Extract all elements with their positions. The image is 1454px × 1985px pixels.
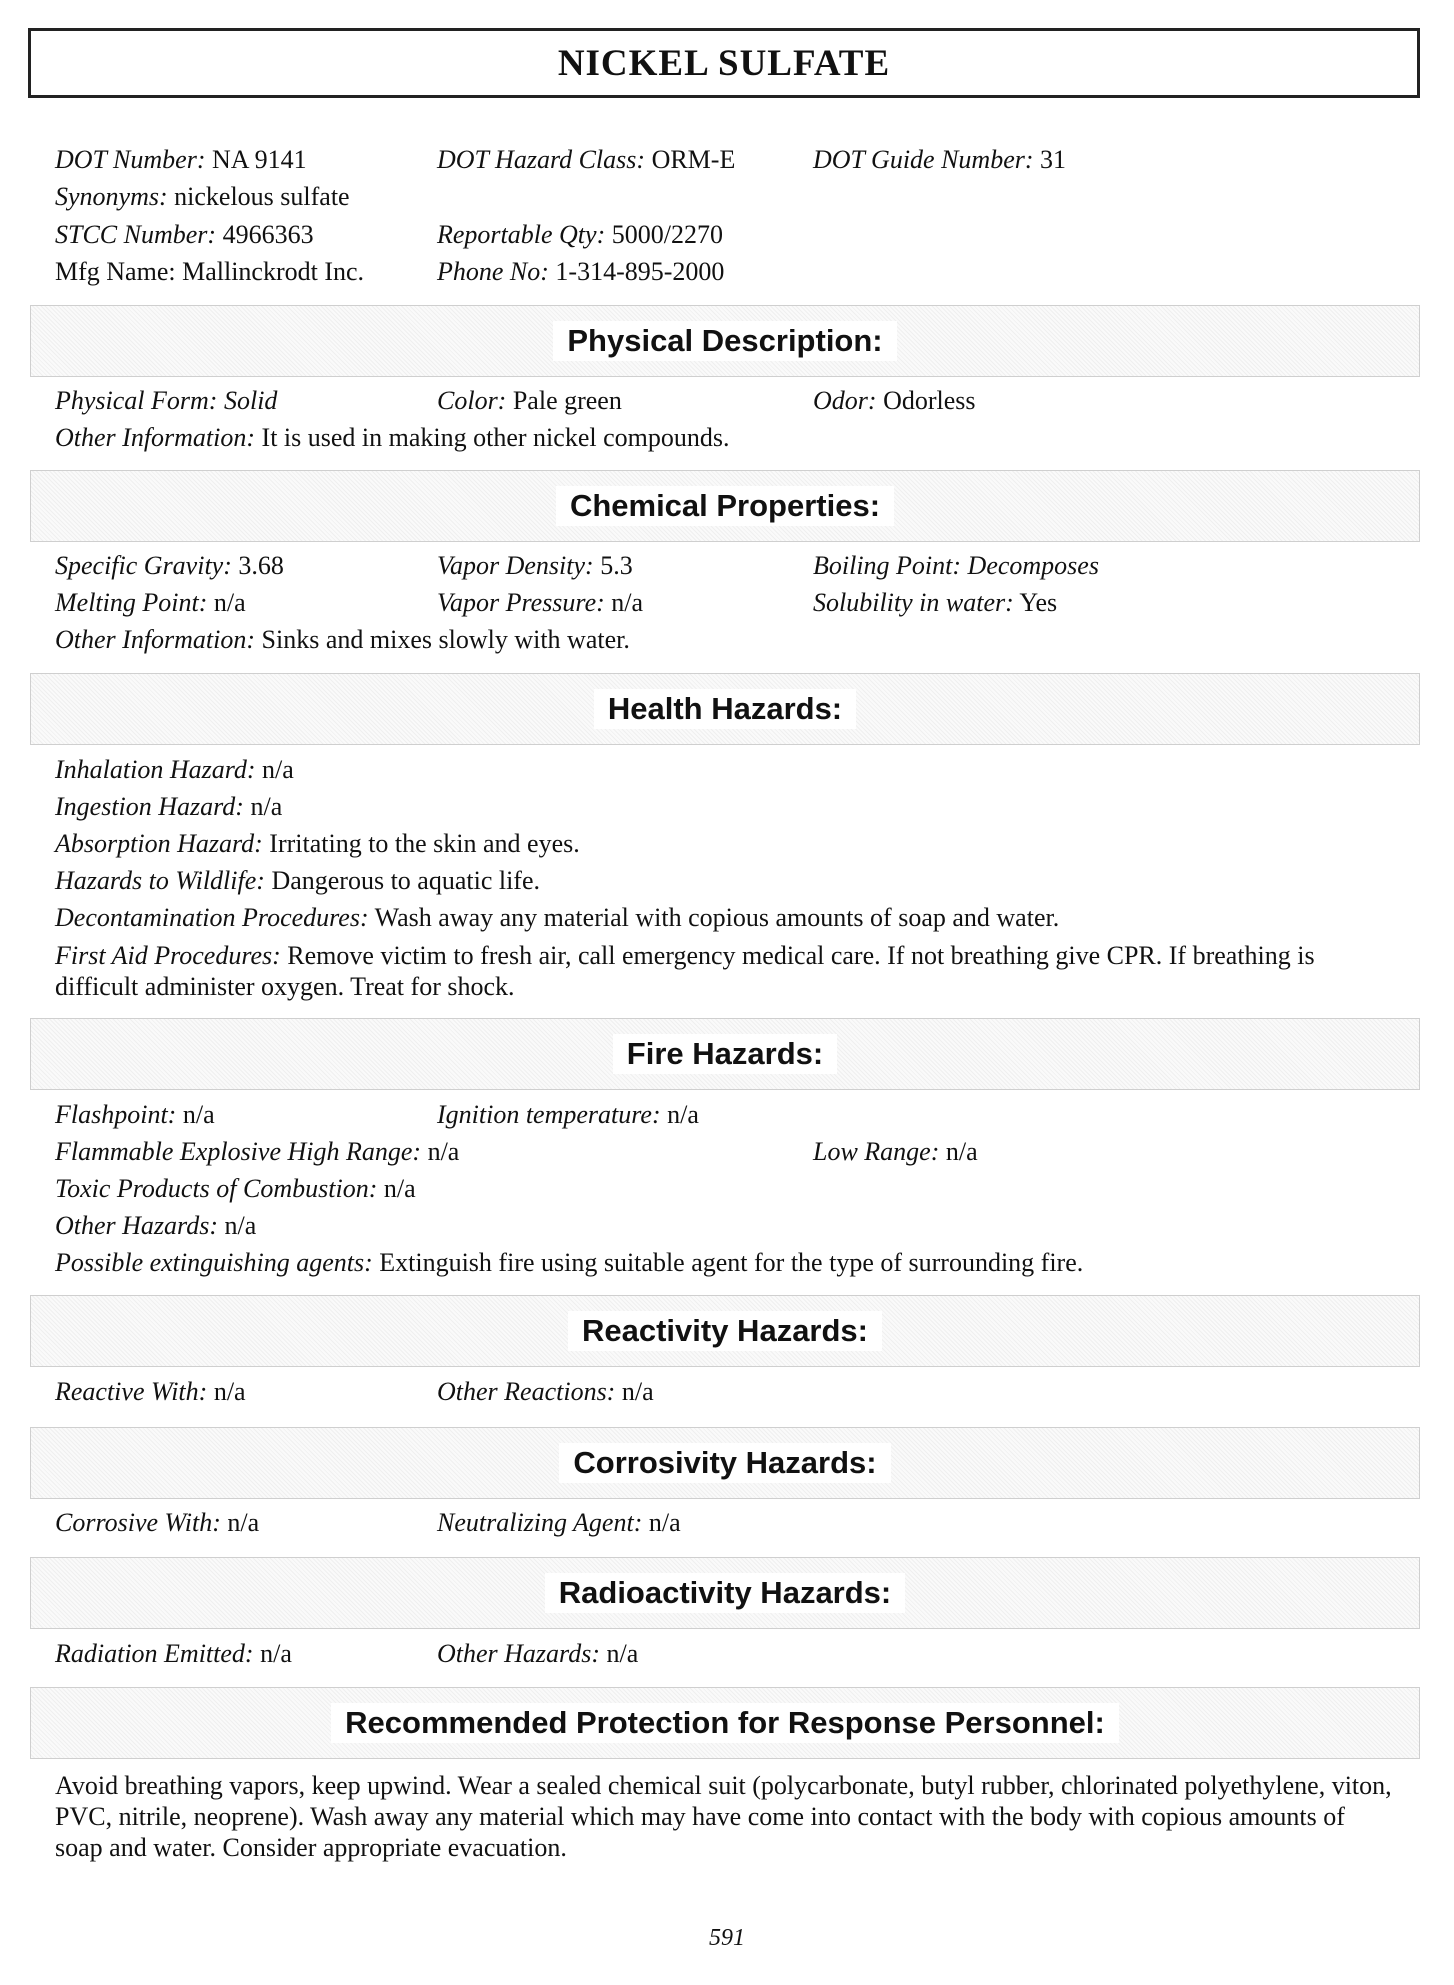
solubility-label: Solubility in water:: [813, 588, 1014, 617]
decontamination-label: Decontamination Procedures:: [55, 903, 369, 932]
reactive-with-label: Reactive With:: [55, 1377, 208, 1406]
ignition-value: n/a: [667, 1100, 699, 1129]
extinguishing-label: Possible extinguishing agents:: [55, 1248, 373, 1277]
flammable-high-range: [55, 1137, 459, 1167]
boiling-point-value: Decomposes: [967, 551, 1099, 580]
dot-number-value: NA 9141: [211, 145, 307, 174]
reactivity-hazards-heading: Reactivity Hazards:: [568, 1311, 882, 1351]
vapor-pressure: [437, 588, 643, 618]
inhalation-label: Inhalation Hazard:: [55, 755, 256, 784]
stcc-number: [55, 220, 314, 250]
protection-text: Avoid breathing vapors, keep upwind. Wear a sealed chemical suit (polycarbonate, butyl rubber, chlorinated polyethylene, viton, PVC, nitrile, neoprene). Wash away any material which may have come into contact with the body with copious amounts of soap and water. Consider appropriate evacuation.: [55, 1771, 1392, 1862]
ignition-temperature: [437, 1100, 699, 1130]
fire-other-hazards: [55, 1211, 256, 1241]
protection-header: [30, 1687, 1420, 1759]
radiation-emitted-value: n/a: [260, 1639, 292, 1668]
odor-label: Odor:: [813, 386, 877, 415]
ingestion-label: Ingestion Hazard:: [55, 792, 244, 821]
synonyms-value: nickelous sulfate: [174, 182, 350, 211]
mfg-value: Mallinckrodt Inc.: [182, 257, 365, 286]
wildlife-value: Dangerous to aquatic life.: [271, 866, 541, 895]
color-value: Pale green: [512, 386, 622, 415]
vapor-density-label: Vapor Density:: [437, 551, 594, 580]
radiation-emitted-label: Radiation Emitted:: [55, 1639, 254, 1668]
vapor-pressure-value: n/a: [611, 588, 644, 617]
health-hazards-header: [30, 673, 1420, 745]
extinguishing-agents: [55, 1248, 1083, 1278]
wildlife-label: Hazards to Wildlife:: [55, 866, 265, 895]
dot-guide-value: 31: [1040, 145, 1067, 174]
synonyms: [55, 182, 350, 212]
fire-hazards-header: [30, 1018, 1420, 1090]
melting-point-value: n/a: [213, 588, 246, 617]
odor: [813, 386, 976, 416]
radioactivity-hazards-header: [30, 1557, 1420, 1629]
inhalation-value: n/a: [262, 755, 294, 784]
specific-gravity-label: Specific Gravity:: [55, 551, 232, 580]
physical-other-label: Other Information:: [55, 423, 256, 452]
melting-point: [55, 588, 246, 618]
decontamination-value: Wash away any material with copious amounts of soap and water.: [374, 903, 1060, 932]
physical-other-info: [55, 423, 729, 453]
flashpoint-value: n/a: [182, 1100, 215, 1129]
phone-value: 1-314-895-2000: [555, 257, 725, 286]
dot-hazard-class: [437, 145, 735, 175]
boiling-point-label: Boiling Point:: [813, 551, 962, 580]
color-label: Color:: [437, 386, 507, 415]
dot-hazard-label: DOT Hazard Class:: [437, 145, 646, 174]
solubility-value: Yes: [1019, 588, 1058, 617]
wildlife-hazard: [55, 866, 540, 896]
chemical-properties-header: [30, 470, 1420, 542]
physical-form: [55, 386, 277, 416]
title-box: [28, 28, 1420, 98]
absorption-hazard: [55, 829, 580, 859]
flashpoint-label: Flashpoint:: [55, 1100, 177, 1129]
first-aid-label: First Aid Procedures:: [55, 941, 281, 970]
protection-heading: Recommended Protection for Response Personnel:: [331, 1703, 1119, 1743]
physical-form-value: Solid: [223, 386, 278, 415]
chemical-other-label: Other Information:: [55, 625, 256, 654]
physical-other-value: It is used in making other nickel compounds.: [261, 423, 730, 452]
low-range-label: Low Range:: [813, 1137, 940, 1166]
radiation-emitted: [55, 1639, 292, 1669]
synonyms-label: Synonyms:: [55, 182, 168, 211]
reactive-with-value: n/a: [213, 1377, 246, 1406]
physical-description-heading: Physical Description:: [553, 321, 896, 361]
stcc-value: 4966363: [222, 220, 314, 249]
boiling-point: [813, 551, 1099, 581]
ingestion-value: n/a: [250, 792, 283, 821]
corrosive-with: [55, 1508, 259, 1538]
dot-hazard-value: ORM-E: [651, 145, 736, 174]
radioactivity-hazards-heading: Radioactivity Hazards:: [545, 1573, 906, 1613]
toxic-products: [55, 1174, 416, 1204]
melting-point-label: Melting Point:: [55, 588, 208, 617]
toxic-products-value: n/a: [383, 1174, 416, 1203]
fire-other-label: Other Hazards:: [55, 1211, 218, 1240]
physical-description-header: [30, 305, 1420, 377]
absorption-label: Absorption Hazard:: [55, 829, 263, 858]
vapor-pressure-label: Vapor Pressure:: [437, 588, 605, 617]
specific-gravity: [55, 551, 284, 581]
neutralizing-label: Neutralizing Agent:: [437, 1508, 643, 1537]
physical-form-label: Physical Form:: [55, 386, 218, 415]
chemical-properties-heading: Chemical Properties:: [556, 486, 894, 526]
mfg-name: [55, 257, 364, 287]
stcc-label: STCC Number:: [55, 220, 217, 249]
radio-other-value: n/a: [606, 1639, 639, 1668]
vapor-density-value: 5.3: [600, 551, 633, 580]
reportable-label: Reportable Qty:: [437, 220, 606, 249]
first-aid-procedures: [55, 940, 1395, 1002]
corrosivity-hazards-header: [30, 1427, 1420, 1499]
high-range-value: n/a: [427, 1137, 460, 1166]
other-reactions-label: Other Reactions:: [437, 1377, 616, 1406]
mfg-label: Mfg Name:: [55, 257, 176, 286]
odor-value: Odorless: [883, 386, 976, 415]
other-reactions-value: n/a: [621, 1377, 654, 1406]
other-reactions: [437, 1377, 654, 1407]
neutralizing-value: n/a: [648, 1508, 681, 1537]
solubility: [813, 588, 1057, 618]
chemical-other-value: Sinks and mixes slowly with water.: [261, 625, 630, 654]
ignition-label: Ignition temperature:: [437, 1100, 661, 1129]
phone-no: [437, 257, 724, 287]
corrosivity-hazards-heading: Corrosivity Hazards:: [559, 1443, 890, 1483]
dot-guide-number: [813, 145, 1066, 175]
neutralizing-agent: [437, 1508, 681, 1538]
fire-other-value: n/a: [224, 1211, 257, 1240]
health-hazards-heading: Health Hazards:: [594, 689, 856, 729]
corrosive-with-value: n/a: [227, 1508, 260, 1537]
radio-other-label: Other Hazards:: [437, 1639, 600, 1668]
page-number: 591: [709, 1925, 745, 1951]
dot-number: [55, 145, 307, 175]
reportable-qty: [437, 220, 723, 250]
inhalation-hazard: [55, 755, 294, 785]
flashpoint: [55, 1100, 215, 1130]
dot-number-label: DOT Number:: [55, 145, 206, 174]
color: [437, 386, 622, 416]
decontamination-procedures: [55, 903, 1059, 933]
absorption-value: Irritating to the skin and eyes.: [269, 829, 580, 858]
reportable-value: 5000/2270: [611, 220, 723, 249]
phone-label: Phone No:: [437, 257, 549, 286]
fire-hazards-heading: Fire Hazards:: [613, 1034, 837, 1074]
low-range: [813, 1137, 978, 1167]
toxic-products-label: Toxic Products of Combustion:: [55, 1174, 378, 1203]
page-title: NICKEL SULFATE: [557, 42, 891, 84]
high-range-label: Flammable Explosive High Range:: [55, 1137, 422, 1166]
chemical-other-info: [55, 625, 630, 655]
extinguishing-value: Extinguish fire using suitable agent for the type of surrounding fire.: [379, 1248, 1084, 1277]
reactivity-hazards-header: [30, 1295, 1420, 1367]
dot-guide-label: DOT Guide Number:: [813, 145, 1034, 174]
low-range-value: n/a: [945, 1137, 978, 1166]
ingestion-hazard: [55, 792, 282, 822]
corrosive-with-label: Corrosive With:: [55, 1508, 221, 1537]
reactive-with: [55, 1377, 246, 1407]
specific-gravity-value: 3.68: [238, 551, 284, 580]
first-aid-value: Remove victim to fresh air, call emergency medical care. If not breathing give CPR. If breathing is difficult administer oxygen. Treat for shock.: [55, 941, 1315, 1001]
radio-other-hazards: [437, 1639, 638, 1669]
vapor-density: [437, 551, 633, 581]
